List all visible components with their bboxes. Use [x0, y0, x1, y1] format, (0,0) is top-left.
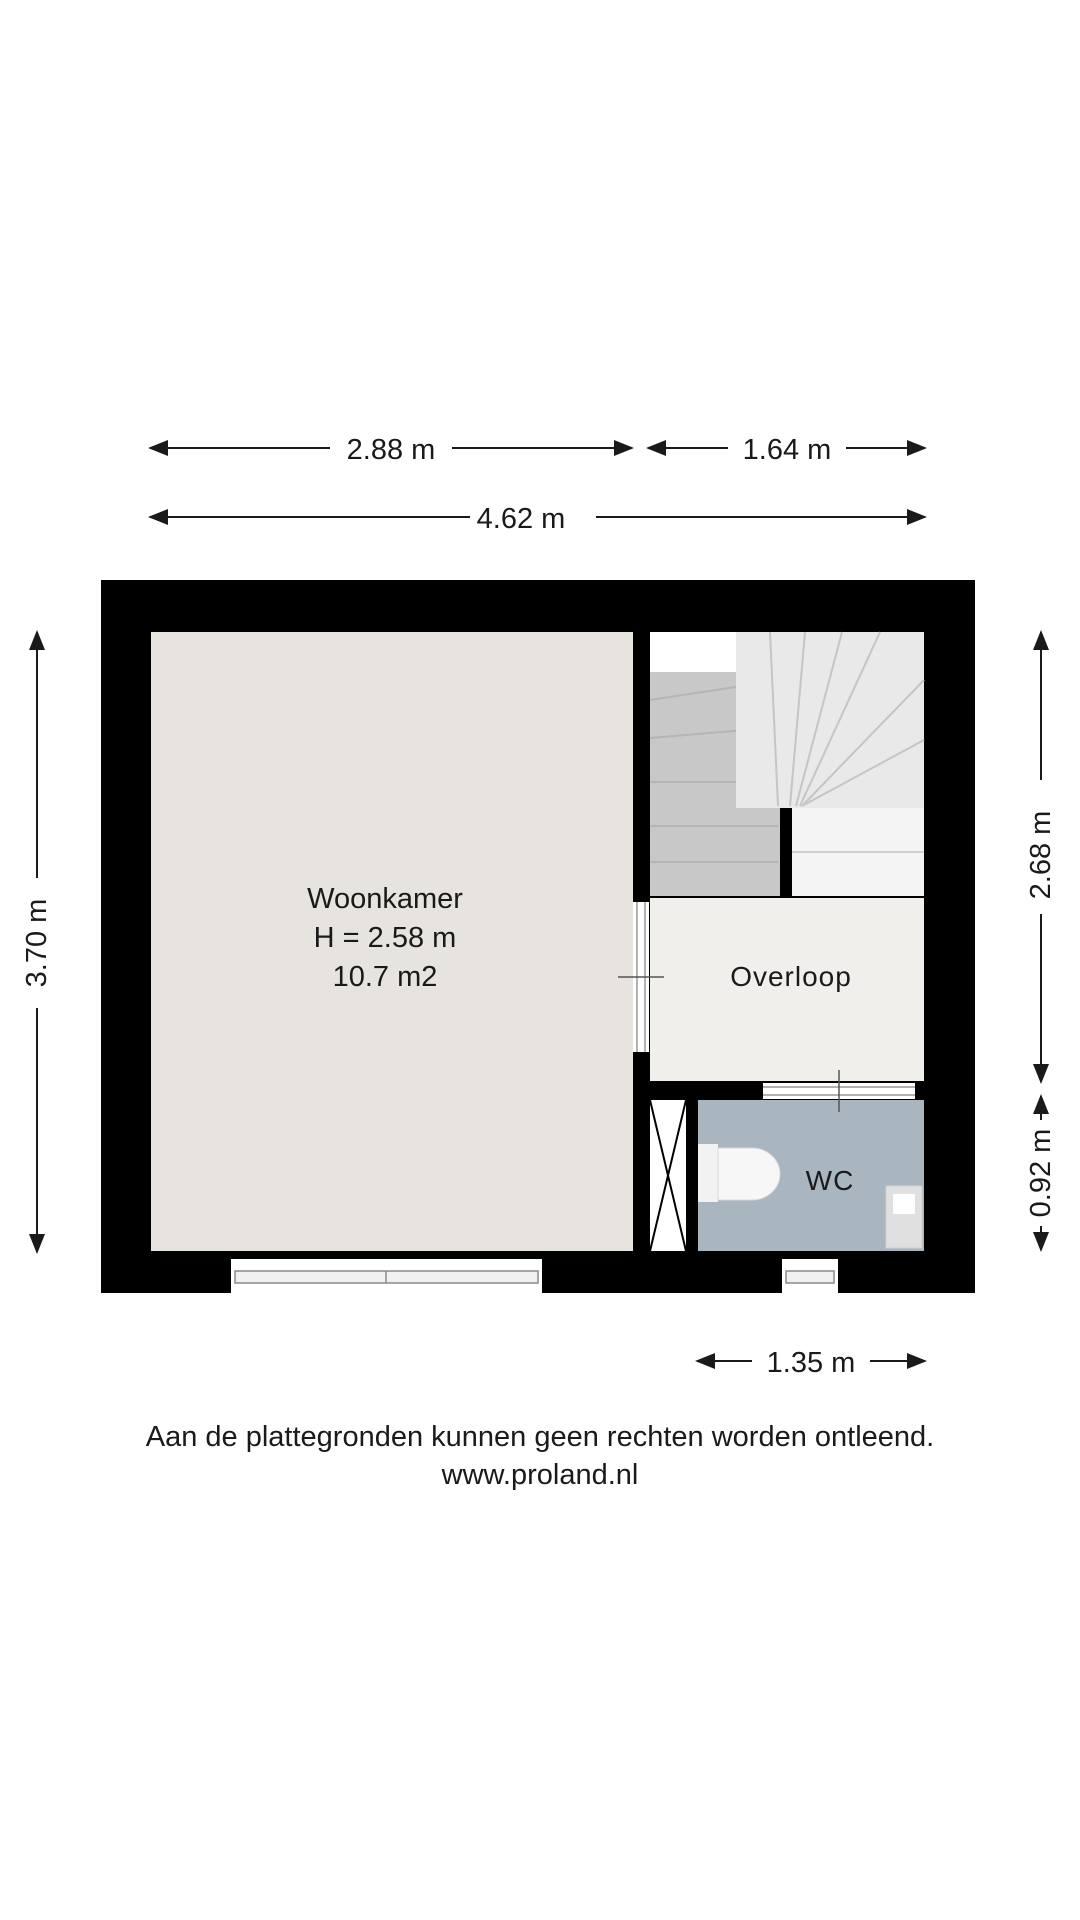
room-height-woonkamer: H = 2.58 m: [313, 922, 457, 954]
disclaimer-text: Aan de plattegronden kunnen geen rechten worden ontleend.: [145, 1421, 935, 1453]
window-woonkamer: [231, 1259, 542, 1293]
dimension-bottom: [697, 1347, 925, 1379]
washbasin: [886, 1186, 922, 1248]
room-name-overloop: Overloop: [730, 961, 852, 992]
dimension-label: 1.64 m: [742, 434, 832, 466]
dimension-label: 1.35 m: [766, 1347, 856, 1379]
dimension-label: 3.70 m: [21, 898, 53, 988]
website-link[interactable]: www.proland.nl: [441, 1459, 639, 1491]
dimension-right-upper: [1025, 632, 1057, 1082]
toilet: [698, 1144, 780, 1202]
closet: [650, 1100, 686, 1251]
window-wc: [782, 1259, 838, 1293]
dimension-label: 0.92 m: [1025, 1128, 1057, 1218]
dimension-right-lower: [1025, 1096, 1057, 1250]
dimension-label: 2.88 m: [346, 434, 436, 466]
staircase: [650, 632, 924, 896]
room-name-wc: WC: [805, 1165, 855, 1196]
room-name-woonkamer: Woonkamer: [307, 883, 463, 915]
dimension-left: [21, 632, 53, 1252]
room-area-woonkamer: 10.7 m2: [332, 961, 438, 993]
dimension-top-total: [150, 503, 925, 535]
dimension-label: 4.62 m: [476, 503, 566, 535]
dimension-top-left: [150, 434, 632, 466]
dimension-top-right: [648, 434, 925, 466]
dimension-label: 2.68 m: [1025, 810, 1057, 900]
